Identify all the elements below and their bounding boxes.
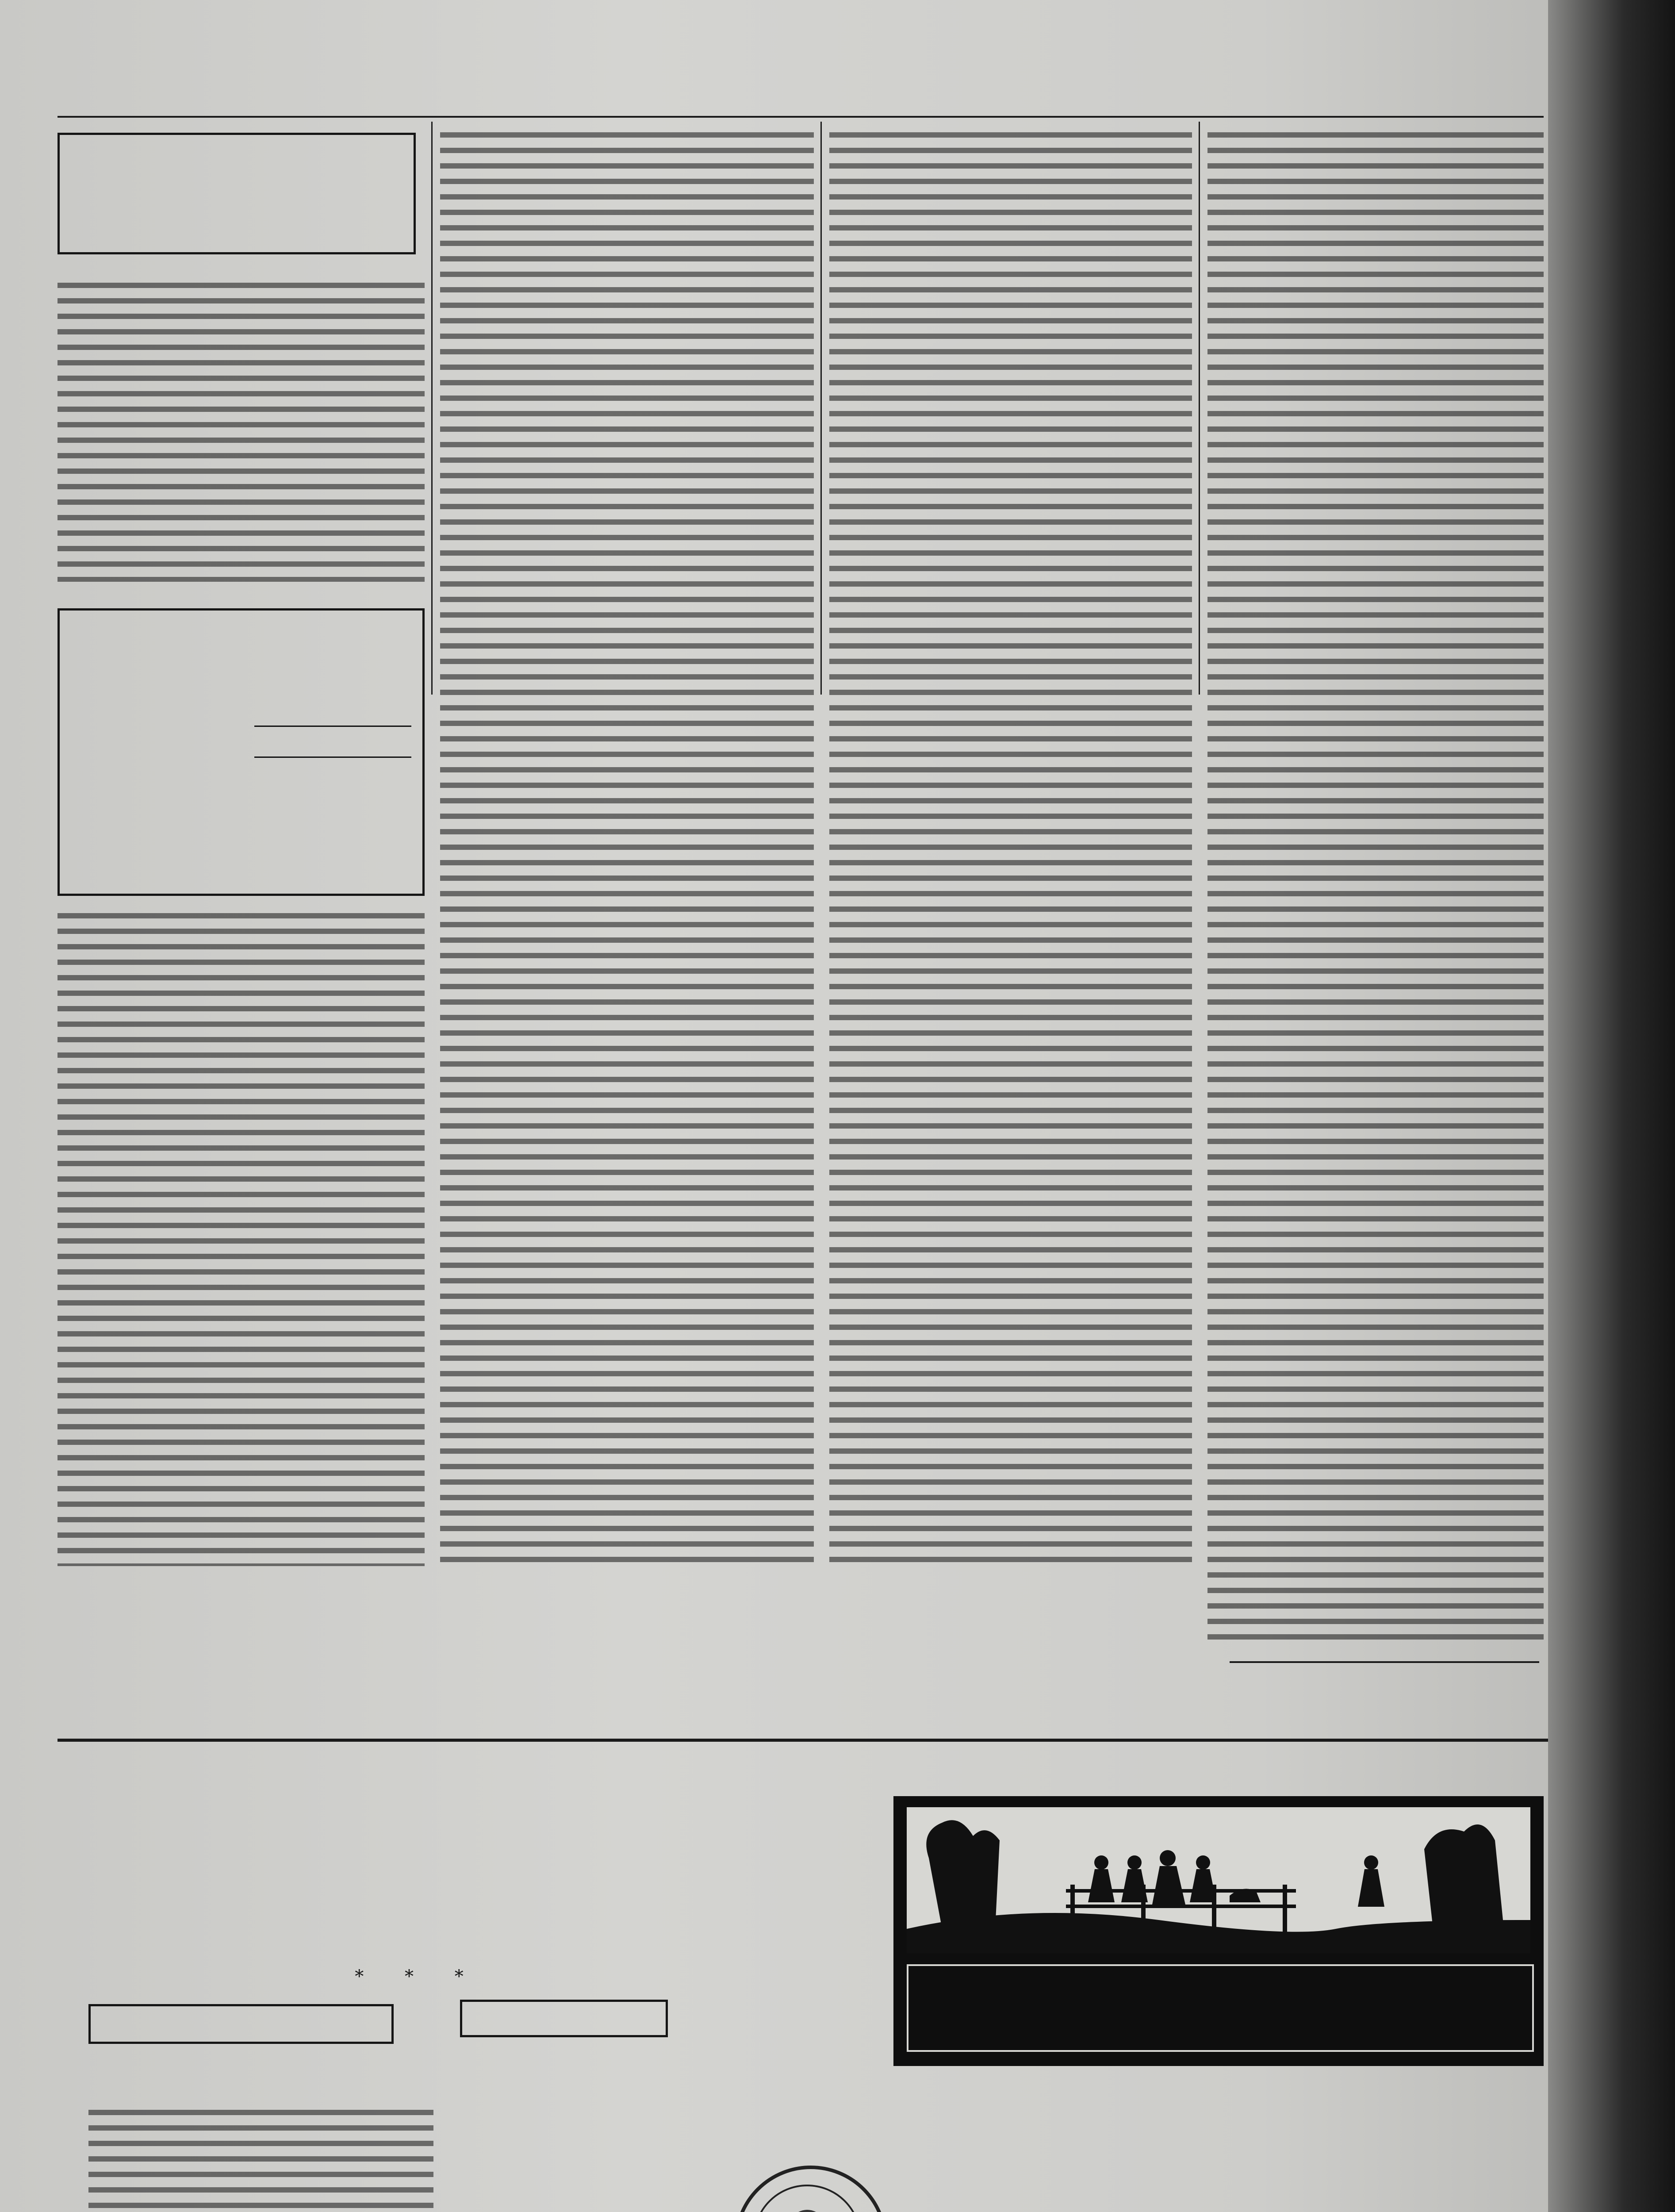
handschriften-title-box [57,133,416,254]
column-divider [820,122,822,695]
coupon-field-line[interactable] [254,757,411,758]
separator-stars: * * * [355,1966,481,1987]
next-issue-rule [1230,1661,1539,1663]
handschriften-entries-col3 [829,126,1192,1566]
wer-erraets-box [460,2000,668,2037]
coupon-box [57,608,425,896]
library-stamp-seal [734,2166,880,2212]
scan-edge-shadow [1548,0,1675,2212]
section-divider [57,1739,1548,1742]
handschriften-entries-col4 [1207,126,1544,1644]
jugendzeitung-banner [893,1796,1544,2066]
banner-title [907,1964,1534,2052]
handschriften-entries-col1 [57,907,425,1566]
handschriften-entries-col2 [440,126,814,1566]
was-ihr-noch-box [88,2004,394,2044]
library-stamp [734,2166,887,2212]
column-divider [1199,122,1200,695]
bernhardiner-text [88,2104,433,2212]
header-rule [57,116,1544,118]
column-divider [431,122,433,695]
handschriften-intro-text [57,276,425,582]
coupon-field-line[interactable] [254,726,411,727]
